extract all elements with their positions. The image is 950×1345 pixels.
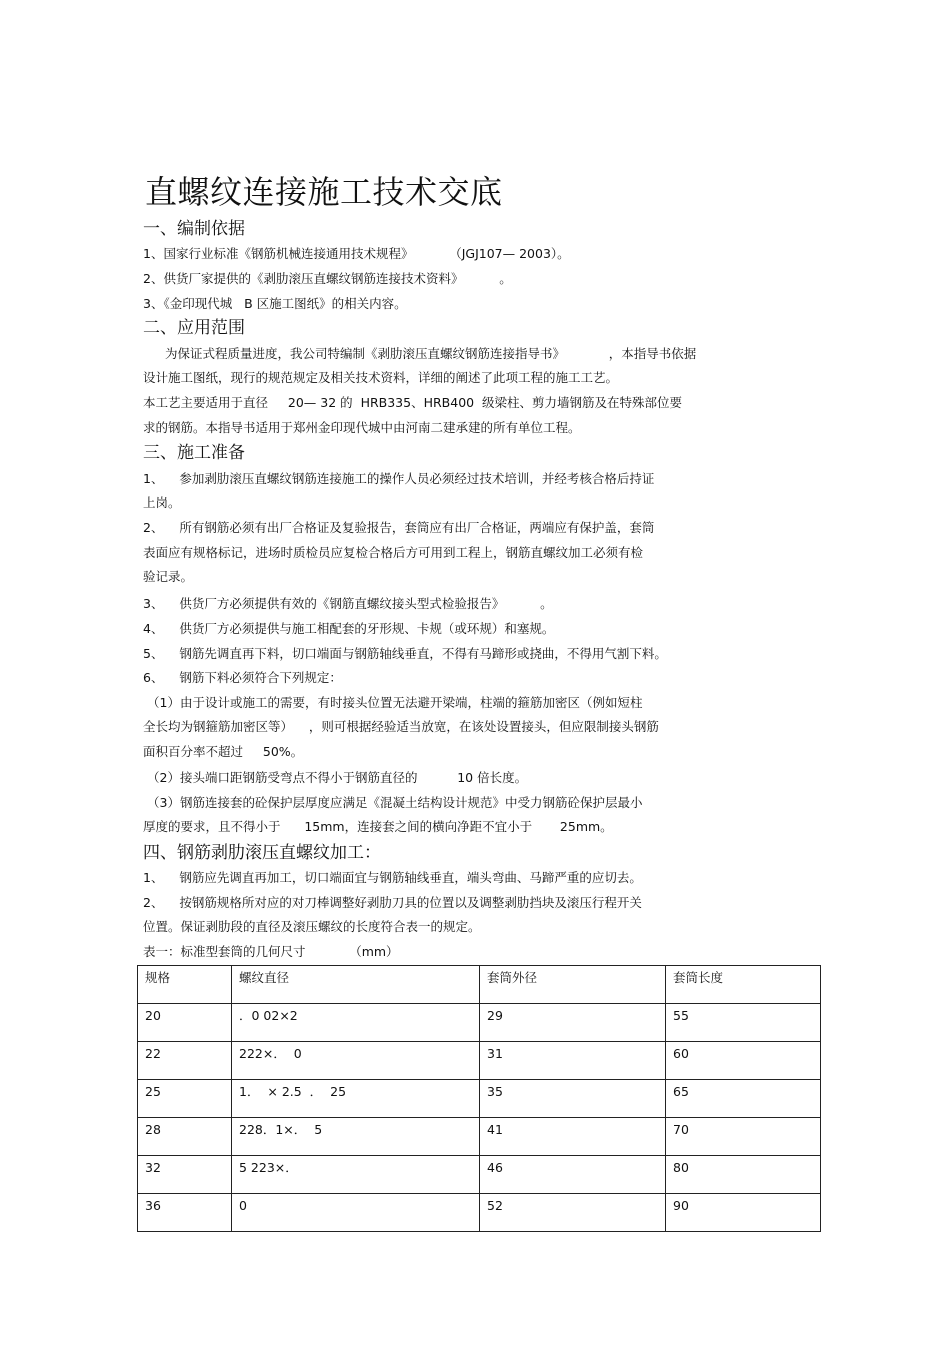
paragraph-line: 上岗。	[143, 495, 181, 510]
table-cell: 20	[138, 1004, 232, 1042]
table-row	[138, 1118, 821, 1156]
paragraph-line: （2）接头端口距钢筋受弯点不得小于钢筋直径的 10 倍长度。	[147, 770, 528, 785]
table-cell: 65	[666, 1080, 821, 1118]
table-cell: 35	[480, 1080, 666, 1118]
table-cell: 90	[666, 1194, 821, 1232]
paragraph-line: 4、 供货厂方必须提供与施工相配套的牙形规、卡规（或环规）和塞规。	[143, 621, 555, 636]
table-cell: 5 223×．	[232, 1156, 480, 1194]
table-cell: 25	[138, 1080, 232, 1118]
table-cell: 31	[480, 1042, 666, 1080]
table-cell: 46	[480, 1156, 666, 1194]
table-cell: 80	[666, 1156, 821, 1194]
paragraph-line: （1）由于设计或施工的需要，有时接头位置无法避开梁端，柱端的箍筋加密区（例如短柱	[147, 695, 643, 710]
paragraph-line: 全长均为钢箍筋加密区等） ，则可根据经验适当放宽，在该处设置接头，但应限制接头钢筋	[143, 719, 659, 734]
table-cell: 32	[138, 1156, 232, 1194]
paragraph-line: 1、 参加剥肋滚压直螺纹钢筋连接施工的操作人员必须经过技术培训，并经考核合格后持证	[143, 471, 655, 486]
paragraph-line: 3、 供货厂方必须提供有效的《钢筋直螺纹接头型式检验报告》 。	[143, 596, 553, 611]
paragraph-line: 表面应有规格标记，进场时质检员应复检合格后方可用到工程上，钢筋直螺纹加工必须有检	[143, 545, 644, 560]
section-heading-preparation: 三、施工准备	[143, 443, 245, 463]
paragraph-line: 1、国家行业标准《钢筋机械连接通用技术规程》 （JGJ107— 2003）。	[143, 246, 570, 261]
header-cell: 螺纹直径	[232, 966, 480, 1004]
paragraph-line: 5、 钢筋先调直再下料，切口端面与钢筋轴线垂直，不得有马蹄形或挠曲，不得用气割下料。	[143, 646, 667, 661]
paragraph-line: 6、 钢筋下料必须符合下列规定：	[143, 670, 342, 685]
section-heading-scope: 二、应用范围	[143, 318, 245, 338]
table-header-row	[138, 966, 821, 1004]
paragraph-line: 位置。保证剥肋段的直径及滚压螺纹的长度符合表一的规定。	[143, 919, 481, 934]
paragraph-line: 厚度的要求，且不得小于 15mm，连接套之间的横向净距不宜小于 25mm。	[143, 819, 613, 834]
section-heading-processing: 四、钢筋剥肋滚压直螺纹加工：	[143, 843, 381, 863]
table-cell: 29	[480, 1004, 666, 1042]
table-cell: 228．1×． 5	[232, 1118, 480, 1156]
header-cell: 规格	[138, 966, 232, 1004]
header-cell: 套筒长度	[666, 966, 821, 1004]
section-heading-basis: 一、编制依据	[143, 219, 245, 239]
paragraph-line: 本工艺主要适用于直径 20— 32 的 HRB335、HRB400 级梁柱、剪力墙钢筋及在特殊部位要	[143, 395, 683, 410]
paragraph-line: 求的钢筋。本指导书适用于郑州金印现代城中由河南二建承建的所有单位工程。	[143, 420, 581, 435]
table-cell: 52	[480, 1194, 666, 1232]
table-cell: 41	[480, 1118, 666, 1156]
table-cell: 36	[138, 1194, 232, 1232]
paragraph-line: 1、 钢筋应先调直再加工，切口端面宜与钢筋轴线垂直，端头弯曲、马蹄严重的应切去。	[143, 870, 642, 885]
paragraph-line: 3、《金印现代城 B 区施工图纸》的相关内容。	[143, 296, 407, 311]
paragraph-line: 验记录。	[143, 569, 194, 584]
table-row	[138, 1156, 821, 1194]
paragraph-line: 设计施工图纸，现行的规范规定及相关技术资料，详细的阐述了此项工程的施工工艺。	[143, 370, 619, 385]
paragraph-line: 为保证式程质量进度，我公司特编制《剥肋滚压直螺纹钢筋连接指导书》 ，本指导书依据	[165, 346, 697, 361]
table-row	[138, 1194, 821, 1232]
table-cell: 22	[138, 1042, 232, 1080]
table-cell: 1． × 2.5 ． 25	[232, 1080, 480, 1118]
table-cell: 55	[666, 1004, 821, 1042]
table-cell: 222×． 0	[232, 1042, 480, 1080]
table-cell: 0	[232, 1194, 480, 1232]
table-cell: 28	[138, 1118, 232, 1156]
paragraph-line: 2、 所有钢筋必须有出厂合格证及复验报告，套筒应有出厂合格证，两端应有保护盖，套筒	[143, 520, 655, 535]
sleeve-dimension-table	[137, 965, 821, 1232]
table-row	[138, 1042, 821, 1080]
paragraph-line: 2、供货厂家提供的《剥肋滚压直螺纹钢筋连接技术资料》 。	[143, 271, 512, 286]
table-cell: 60	[666, 1042, 821, 1080]
table-row	[138, 1080, 821, 1118]
table-row	[138, 1004, 821, 1042]
paragraph-line: 2、 按钢筋规格所对应的对刀棒调整好剥肋刀具的位置以及调整剥肋挡块及滚压行程开关	[143, 895, 642, 910]
table-caption: 表一：标准型套筒的几何尺寸 （mm）	[143, 944, 399, 959]
document-title: 直螺纹连接施工技术交底	[145, 173, 503, 211]
table-cell: 70	[666, 1118, 821, 1156]
table-cell: ．0 02×2	[232, 1004, 480, 1042]
header-cell: 套筒外径	[480, 966, 666, 1004]
paragraph-line: （3）钢筋连接套的砼保护层厚度应满足《混凝土结构设计规范》中受力钢筋砼保护层最小	[147, 795, 643, 810]
paragraph-line: 面积百分率不超过 50%。	[143, 744, 304, 759]
